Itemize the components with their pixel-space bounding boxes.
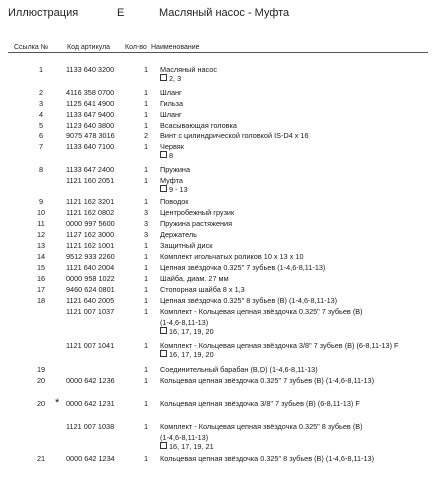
quantity: 1 (144, 252, 149, 261)
quantity: 1 (144, 165, 149, 174)
quantity: 1 (144, 110, 149, 119)
ref-number: 9 (38, 197, 44, 206)
table-row[interactable] (0, 273, 438, 284)
table-row[interactable] (0, 98, 438, 109)
table-row[interactable] (0, 240, 438, 251)
part-name: Цепная звёздочка 0.325" 7 зубьев (1-4,6-8,11-13) (160, 263, 326, 272)
part-name: Соединительный барабан (B,D) (1-4,6-8,11-13) (160, 365, 318, 374)
article-code: 1121 007 1037 (66, 307, 115, 316)
part-name: Поводок (160, 197, 189, 206)
quantity: 3 (144, 219, 149, 228)
sub-reference (0, 349, 438, 360)
quantity: 1 (144, 65, 149, 74)
table-row[interactable] (0, 262, 438, 273)
quantity: 1 (144, 296, 149, 305)
article-code: 1133 640 7100 (66, 142, 115, 151)
ref-number: 4 (38, 110, 44, 119)
table-row[interactable] (0, 398, 438, 409)
sub-reference-wrap (160, 150, 173, 161)
part-name: Центробежный грузик (160, 208, 235, 217)
part-name: Всасывающая головка (160, 121, 237, 130)
quantity: 1 (144, 142, 149, 151)
quantity: 1 (144, 399, 149, 408)
article-code: 9512 933 2260 (66, 252, 115, 261)
table-row[interactable] (0, 164, 438, 175)
column-header-ref: Ссылка № (14, 44, 49, 51)
part-name: Муфта (160, 176, 183, 185)
ref-number: 19 (36, 365, 46, 374)
ref-number: 6 (38, 131, 44, 140)
ref-number: 20 (36, 399, 46, 408)
part-name: Цепная звёздочка 0.325" 8 зубьев (B) (1-4,6-8,11-13) (160, 296, 338, 305)
part-name: Защитный диск (160, 241, 213, 250)
article-code: 1121 162 0802 (66, 208, 115, 217)
part-name: Гильза (160, 99, 184, 108)
quantity: 1 (144, 176, 149, 185)
ref-number: 12 (36, 230, 46, 239)
table-row[interactable] (0, 196, 438, 207)
checkbox-square-icon (160, 350, 167, 357)
article-code: 0000 642 1236 (66, 376, 115, 385)
article-code: 1121 007 1041 (66, 341, 115, 350)
part-name: Комплект игольчатых роликов 10 x 13 x 10 (160, 252, 304, 261)
ref-number: 2 (38, 88, 44, 97)
table-row[interactable] (0, 218, 438, 229)
article-code: 1121 007 1038 (66, 422, 115, 431)
header-divider (8, 52, 428, 53)
part-name: Комплект - Кольцевая цепная звёздочка 0.325" 7 зубьев (B) (160, 307, 363, 316)
part-name-line2: (1-4,6-8,11-13) (160, 318, 209, 327)
part-name: Пружина (160, 165, 190, 174)
ref-number: 3 (38, 99, 44, 108)
quantity: 1 (144, 422, 149, 431)
table-row[interactable] (0, 207, 438, 218)
sub-reference-text: 16, 17, 19, 20 (169, 327, 214, 336)
article-code: 1121 162 1001 (66, 241, 115, 250)
illustration-letter: E (117, 7, 125, 19)
part-name: Шланг (160, 110, 182, 119)
sub-reference-wrap (160, 184, 188, 195)
ref-number: 18 (36, 296, 46, 305)
sub-reference (0, 184, 438, 195)
table-row[interactable] (0, 87, 438, 98)
part-name-line2: (1-4,6-8,11-13) (160, 433, 209, 442)
part-name: Шланг (160, 88, 182, 97)
table-row[interactable] (0, 295, 438, 306)
ref-number: 15 (36, 263, 46, 272)
article-code: 0000 642 1234 (66, 454, 115, 463)
quantity: 1 (144, 241, 149, 250)
asterisk-mark: * (55, 397, 60, 409)
article-code: 1125 641 4900 (66, 99, 115, 108)
sub-reference (0, 150, 438, 161)
article-code: 9460 624 0801 (66, 285, 115, 294)
ref-number: 21 (36, 454, 46, 463)
table-row[interactable] (0, 109, 438, 120)
table-row[interactable] (0, 284, 438, 295)
illustration-label: Иллюстрация (8, 7, 79, 19)
illustration-description: Масляный насос - Муфта (159, 7, 290, 19)
quantity: 1 (144, 121, 149, 130)
checkbox-square-icon (160, 185, 167, 192)
sub-reference (0, 326, 438, 337)
ref-number: 10 (36, 208, 46, 217)
ref-number: 7 (38, 142, 44, 151)
quantity: 1 (144, 454, 149, 463)
quantity: 1 (144, 285, 149, 294)
quantity: 1 (144, 263, 149, 272)
sub-reference-text: 16, 17, 19, 21 (169, 442, 214, 451)
part-name: Червяк (160, 142, 184, 151)
table-row[interactable] (0, 306, 438, 317)
quantity: 1 (144, 376, 149, 385)
sub-reference-text: 2, 3 (169, 74, 182, 83)
article-code: 1123 640 3800 (66, 121, 115, 130)
quantity: 1 (144, 88, 149, 97)
sub-reference-text: 8 (169, 151, 174, 160)
table-row[interactable] (0, 375, 438, 386)
checkbox-square-icon (160, 151, 167, 158)
ref-number: 20 (36, 376, 46, 385)
quantity: 1 (144, 341, 149, 350)
quantity: 1 (144, 274, 149, 283)
article-code: 0000 642 1231 (66, 399, 115, 408)
quantity: 1 (144, 365, 149, 374)
table-row[interactable] (0, 229, 438, 240)
checkbox-square-icon (160, 442, 167, 449)
article-code: 1121 640 2004 (66, 263, 115, 272)
column-header-qty: Кол-во (125, 44, 147, 51)
part-name: Масляный насос (160, 65, 217, 74)
quantity: 1 (144, 99, 149, 108)
part-name: Кольцевая цепная звёздочка 0.325" 8 зубьев (B) (1-4,6-8,11-13) (160, 454, 375, 463)
sub-reference-text: 16, 17, 19, 20 (169, 350, 214, 359)
article-code: 1127 162 3000 (66, 230, 115, 239)
table-row[interactable] (0, 251, 438, 262)
part-name: Держатель (160, 230, 197, 239)
ref-number: 5 (38, 121, 44, 130)
ref-number: 13 (36, 241, 46, 250)
quantity: 1 (144, 197, 149, 206)
sub-reference (0, 441, 438, 452)
article-code: 1133 647 2400 (66, 165, 115, 174)
sub-reference-text: 9 - 13 (169, 185, 188, 194)
table-row[interactable] (0, 421, 438, 432)
checkbox-square-icon (160, 327, 167, 334)
article-code: 0000 958 1022 (66, 274, 115, 283)
quantity: 1 (144, 307, 149, 316)
ref-number: 8 (38, 165, 44, 174)
article-code: 1121 162 3201 (66, 197, 115, 206)
part-name: Комплект - Кольцевая цепная звёздочка 0.325" 8 зубьев (B) (160, 422, 363, 431)
part-name: Стопорная шайба 8 x 1,3 (160, 285, 245, 294)
quantity: 2 (144, 131, 149, 140)
table-row[interactable] (0, 364, 438, 375)
column-header-name: Наименование (151, 44, 200, 51)
article-code: 1133 647 9400 (66, 110, 115, 119)
quantity: 3 (144, 230, 149, 239)
part-name: Кольцевая цепная звёздочка 0.325" 7 зубьев (B) (1-4,6-8,11-13) (160, 376, 375, 385)
article-code: 1121 160 2051 (66, 176, 115, 185)
sub-reference-wrap (160, 326, 214, 337)
ref-number: 11 (37, 219, 45, 228)
article-code: 4116 358 0700 (66, 88, 115, 97)
article-code: 1133 640 3200 (66, 65, 115, 74)
article-code: 1121 640 2005 (66, 296, 115, 305)
checkbox-square-icon (160, 74, 167, 81)
table-row[interactable] (0, 130, 438, 141)
table-row[interactable] (0, 453, 438, 464)
article-code: 9075 478 3016 (66, 131, 115, 140)
ref-number: 1 (38, 65, 44, 74)
ref-number: 14 (36, 252, 46, 261)
part-name: Винт с цилиндрической головкой IS-D4 x 16 (160, 131, 309, 140)
quantity: 3 (144, 208, 149, 217)
sub-reference-wrap (160, 349, 214, 360)
part-name: Кольцевая цепная звёздочка 3/8" 7 зубьев (B) (6-8,11-13) F (160, 399, 360, 408)
sub-reference-wrap (160, 441, 214, 452)
sub-reference (0, 73, 438, 84)
part-name: Пружина растяжения (160, 219, 233, 228)
sub-reference-wrap (160, 73, 181, 84)
column-header-article: Код артикула (67, 44, 111, 51)
ref-number: 17 (36, 285, 46, 294)
part-name: Комплект - Кольцевая цепная звёздочка 3/8" 7 зубьев (B) (6-8,11-13) F (160, 341, 399, 350)
part-name: Шайба, диам. 27 мм (160, 274, 229, 283)
article-code: 0000 997 5600 (66, 219, 115, 228)
ref-number: 16 (36, 274, 46, 283)
